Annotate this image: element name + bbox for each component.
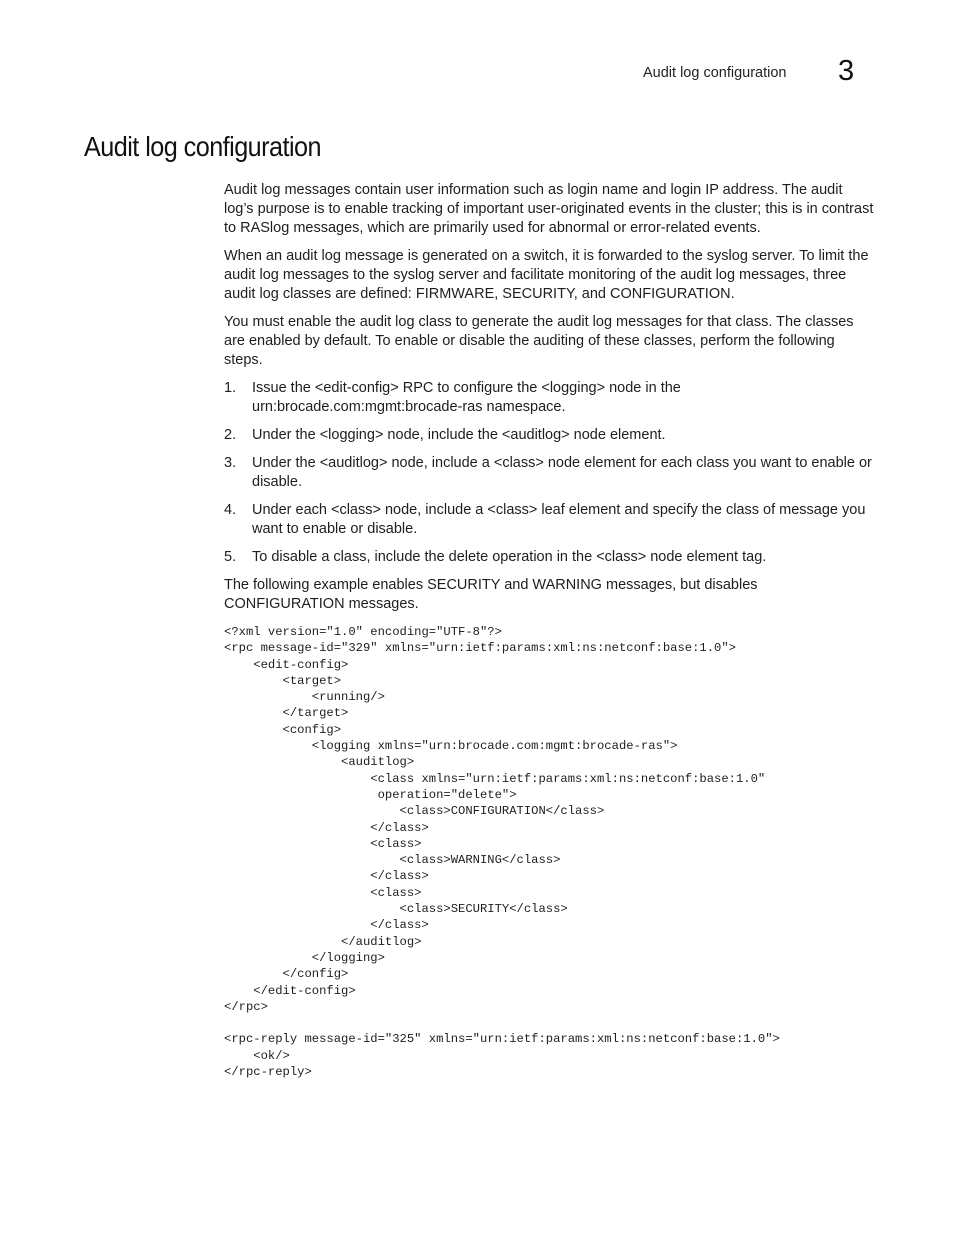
list-item xyxy=(224,379,874,417)
body-content xyxy=(224,181,874,1080)
step-text: Under the <logging> node, include the <auditlog> node element. xyxy=(252,427,666,443)
step-number: 3. xyxy=(224,455,237,471)
list-item xyxy=(224,454,874,492)
step-number: 5. xyxy=(224,549,237,565)
list-item xyxy=(224,501,874,539)
header-section-title: Audit log configuration xyxy=(643,65,787,81)
list-item xyxy=(224,548,874,567)
paragraph-intro: Audit log messages contain user information such as login name and login IP address. The audit log’s purpose is to enable tracking of important user-originated events in the cluster; this is in contrast to RASlog messages, which are primarily used for abnormal or error-related events. xyxy=(224,182,874,236)
paragraph-enable: You must enable the audit log class to generate the audit log messages for that class. The classes are enabled by default. To enable or disable the auditing of these classes, perform the following steps. xyxy=(224,314,854,368)
step-text: Under the <auditlog> node, include a <class> node element for each class you want to enable or disable. xyxy=(252,455,872,490)
step-text: To disable a class, include the delete operation in the <class> node element tag. xyxy=(252,549,767,565)
example-intro: The following example enables SECURITY and WARNING messages, but disables CONFIGURATION messages. xyxy=(224,577,758,612)
paragraph-syslog: When an audit log message is generated on a switch, it is forwarded to the syslog server. To limit the audit log messages to the syslog server and facilitate monitoring of the audit log messages, three audit log classes are defined: FIRMWARE, SECURITY, and CONFIGURATION. xyxy=(224,248,869,302)
list-item xyxy=(224,426,874,445)
step-text: Under each <class> node, include a <class> leaf element and specify the class of message you want to enable or disable. xyxy=(252,502,866,537)
step-number: 1. xyxy=(224,380,237,396)
page-title: Audit log configuration xyxy=(84,131,321,162)
chapter-number: 3 xyxy=(838,55,855,87)
step-text: Issue the <edit-config> RPC to configure the <logging> node in the urn:brocade.com:mgmt:brocade-ras namespace. xyxy=(252,380,681,415)
step-number: 2. xyxy=(224,427,237,443)
code-example: <?xml version="1.0" encoding="UTF-8"?> <rpc message-id="329" xmlns="urn:ietf:params:xml:ns:netconf:base:1.0"> <edit-config> <target> <running/> </target> <config> <logging xmlns="urn:brocade.com:mgmt:brocade-ras"> <auditlog> <class xmlns="urn:ietf:params:xml:ns:netconf:base:1.0" operation="delete"> <class>CONFIGURATION</class> </class> <class> <class>WARNING</class> </class> <class> <class>SECURITY</class> </class> </auditlog> </logging> </config> </edit-config> </rpc> <rpc-reply message-id="325" xmlns="urn:ietf:params:xml:ns:netconf:base:1.0"> <ok/> </rpc-reply> xyxy=(224,625,780,1080)
running-header xyxy=(0,55,954,93)
step-number: 4. xyxy=(224,502,237,518)
steps-list xyxy=(224,379,874,567)
